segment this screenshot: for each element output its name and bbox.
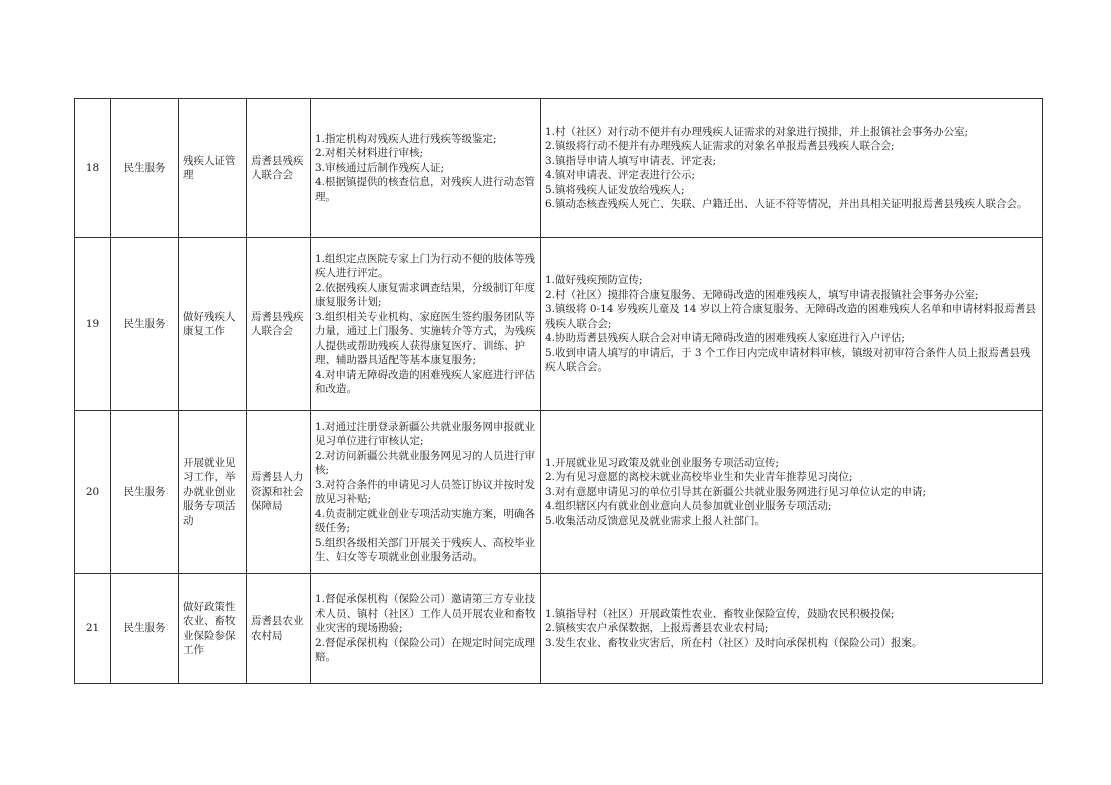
row-department: 焉耆县残疾人联合会	[247, 238, 311, 411]
duty-line: 5.收集活动反馈意见及就业需求上报人社部门。	[545, 514, 766, 527]
duty-line: 4.负责制定就业创业专项活动实施方案，明确各级任务;	[315, 507, 536, 534]
duty-line: 2.镇核实农户承保数据，上报焉耆县农业农村局;	[545, 622, 769, 635]
town-duties	[541, 238, 1043, 411]
duty-line: 4.协助焉耆县残疾人联合会对申请无障碍改造的困难残疾人家庭进行入户评估;	[545, 332, 906, 345]
duty-line: 1.对通过注册登录新疆公共就业服务网申报就业见习单位进行审核认定;	[315, 420, 536, 447]
table-row	[75, 574, 1043, 684]
duty-line: 5.收到申请人填写的申请后，于 3 个工作日内完成申请材料审核，镇级对初审符合条件人员上报焉耆县残疾人联合会。	[545, 346, 1031, 374]
duty-line: 1.做好残疾预防宣传;	[545, 274, 643, 287]
duty-line: 4.对申请无障碍改造的困难残疾人家庭进行评估和改造。	[315, 368, 536, 395]
duty-line: 5.镇将残疾人证发放给残疾人;	[545, 183, 685, 196]
duty-line: 2.对相关材料进行审核;	[315, 147, 424, 160]
town-duties	[541, 99, 1043, 238]
row-item: 开展就业见习工作，举办就业创业服务专项活动	[179, 411, 247, 574]
duty-line: 6.镇动态核查残疾人死亡、失联、户籍迁出、人证不符等情况，并出具相关证明报焉耆县残疾人联合会。	[545, 198, 1028, 210]
row-category: 民生服务	[111, 238, 179, 411]
duty-line: 3.镇级将 0-14 岁残疾儿童及 14 岁以上符合康复服务、无障碍改造的困难残疾人名单和申请材料报焉耆县残疾人联合会;	[545, 303, 1036, 330]
county-duties	[311, 411, 541, 574]
duty-line: 4.组织辖区内有就业创业意向人员参加就业创业服务专项活动;	[545, 500, 832, 513]
duty-line: 3.镇指导申请人填写申请表、评定表;	[545, 154, 717, 167]
duty-line: 3.发生农业、畜牧业灾害后，所在村（社区）及时向承保机构（保险公司）报案。	[545, 636, 923, 649]
duty-line: 2.镇级将行动不便并有办理残疾人证需求的对象名单报焉耆县残疾人联合会;	[545, 140, 895, 152]
duty-line: 3.审核通过后制作残疾人证;	[315, 161, 445, 174]
duty-line: 3.对有意愿申请见习的单位引导其在新疆公共就业服务网进行见习单位认定的申请;	[545, 485, 927, 498]
row-number: 20	[75, 411, 111, 574]
county-duties	[311, 99, 541, 238]
duty-line: 1.村（社区）对行动不便并有办理残疾人证需求的对象进行摸排，并上报镇社会事务办公室;	[545, 125, 969, 138]
duty-line: 2.为有见习意愿的离校未就业高校毕业生和失业青年推荐见习岗位;	[545, 471, 853, 484]
row-category: 民生服务	[111, 574, 179, 684]
duty-line: 1.督促承保机构（保险公司）邀请第三方专业技术人员、镇村（社区）工作人员开展农业和畜牧业灾害的现场勘验;	[315, 593, 536, 635]
duty-line: 4.镇对申请表、评定表进行公示;	[545, 169, 696, 181]
row-item: 残疾人证管理	[179, 99, 247, 238]
town-duties	[541, 411, 1043, 574]
table-row	[75, 99, 1043, 238]
row-number: 18	[75, 99, 111, 238]
duty-line: 2.督促承保机构（保险公司）在规定时间完成理赔。	[315, 636, 536, 664]
duty-line: 2.村（社区）摸排符合康复服务、无障碍改造的困难残疾人，填写申请表报镇社会事务办公室;	[545, 288, 979, 301]
duty-line: 1.组织定点医院专家上门为行动不便的肢体等残疾人进行评定。	[315, 252, 536, 279]
duty-line: 1.指定机构对残疾人进行残疾等级鉴定;	[315, 132, 497, 145]
duty-line: 2.依据残疾人康复需求调查结果，分级制订年度康复服务计划;	[315, 281, 536, 308]
row-category: 民生服务	[111, 99, 179, 238]
row-item: 做好政策性农业、畜牧业保险参保工作	[179, 574, 247, 684]
county-duties	[311, 238, 541, 411]
duty-line: 2.对访问新疆公共就业服务网见习的人员进行审核;	[315, 449, 536, 476]
row-number: 21	[75, 574, 111, 684]
duty-line: 3.组织相关专业机构、家庭医生签约服务团队等力量，通过上门服务、实施转介等方式，为残疾人提供或帮助残疾人获得康复医疗、训练、护理、辅助器具适配等基本康复服务;	[315, 310, 536, 366]
duty-table-body	[75, 99, 1043, 684]
county-duties	[311, 574, 541, 684]
row-number: 19	[75, 238, 111, 411]
duty-line: 4.根据镇提供的核查信息，对残疾人进行动态管理。	[315, 176, 536, 203]
duty-table	[74, 98, 1043, 684]
town-duties	[541, 574, 1043, 684]
duty-line: 3.对符合条件的申请见习人员签订协议并按时发放见习补贴;	[315, 478, 536, 505]
table-row	[75, 411, 1043, 574]
table-row	[75, 238, 1043, 411]
row-item: 做好残疾人康复工作	[179, 238, 247, 411]
row-department: 焉耆县农业农村局	[247, 574, 311, 684]
duty-line: 5.组织各级相关部门开展关于残疾人、高校毕业生、妇女等专项就业创业服务活动。	[315, 536, 536, 563]
row-department: 焉耆县残疾人联合会	[247, 99, 311, 238]
row-department: 焉耆县人力资源和社会保障局	[247, 411, 311, 574]
row-category: 民生服务	[111, 411, 179, 574]
duty-line: 1.开展就业见习政策及就业创业服务专项活动宣传;	[545, 456, 780, 469]
duty-line: 1.镇指导村（社区）开展政策性农业、畜牧业保险宣传，鼓励农民积极投保;	[545, 607, 895, 620]
